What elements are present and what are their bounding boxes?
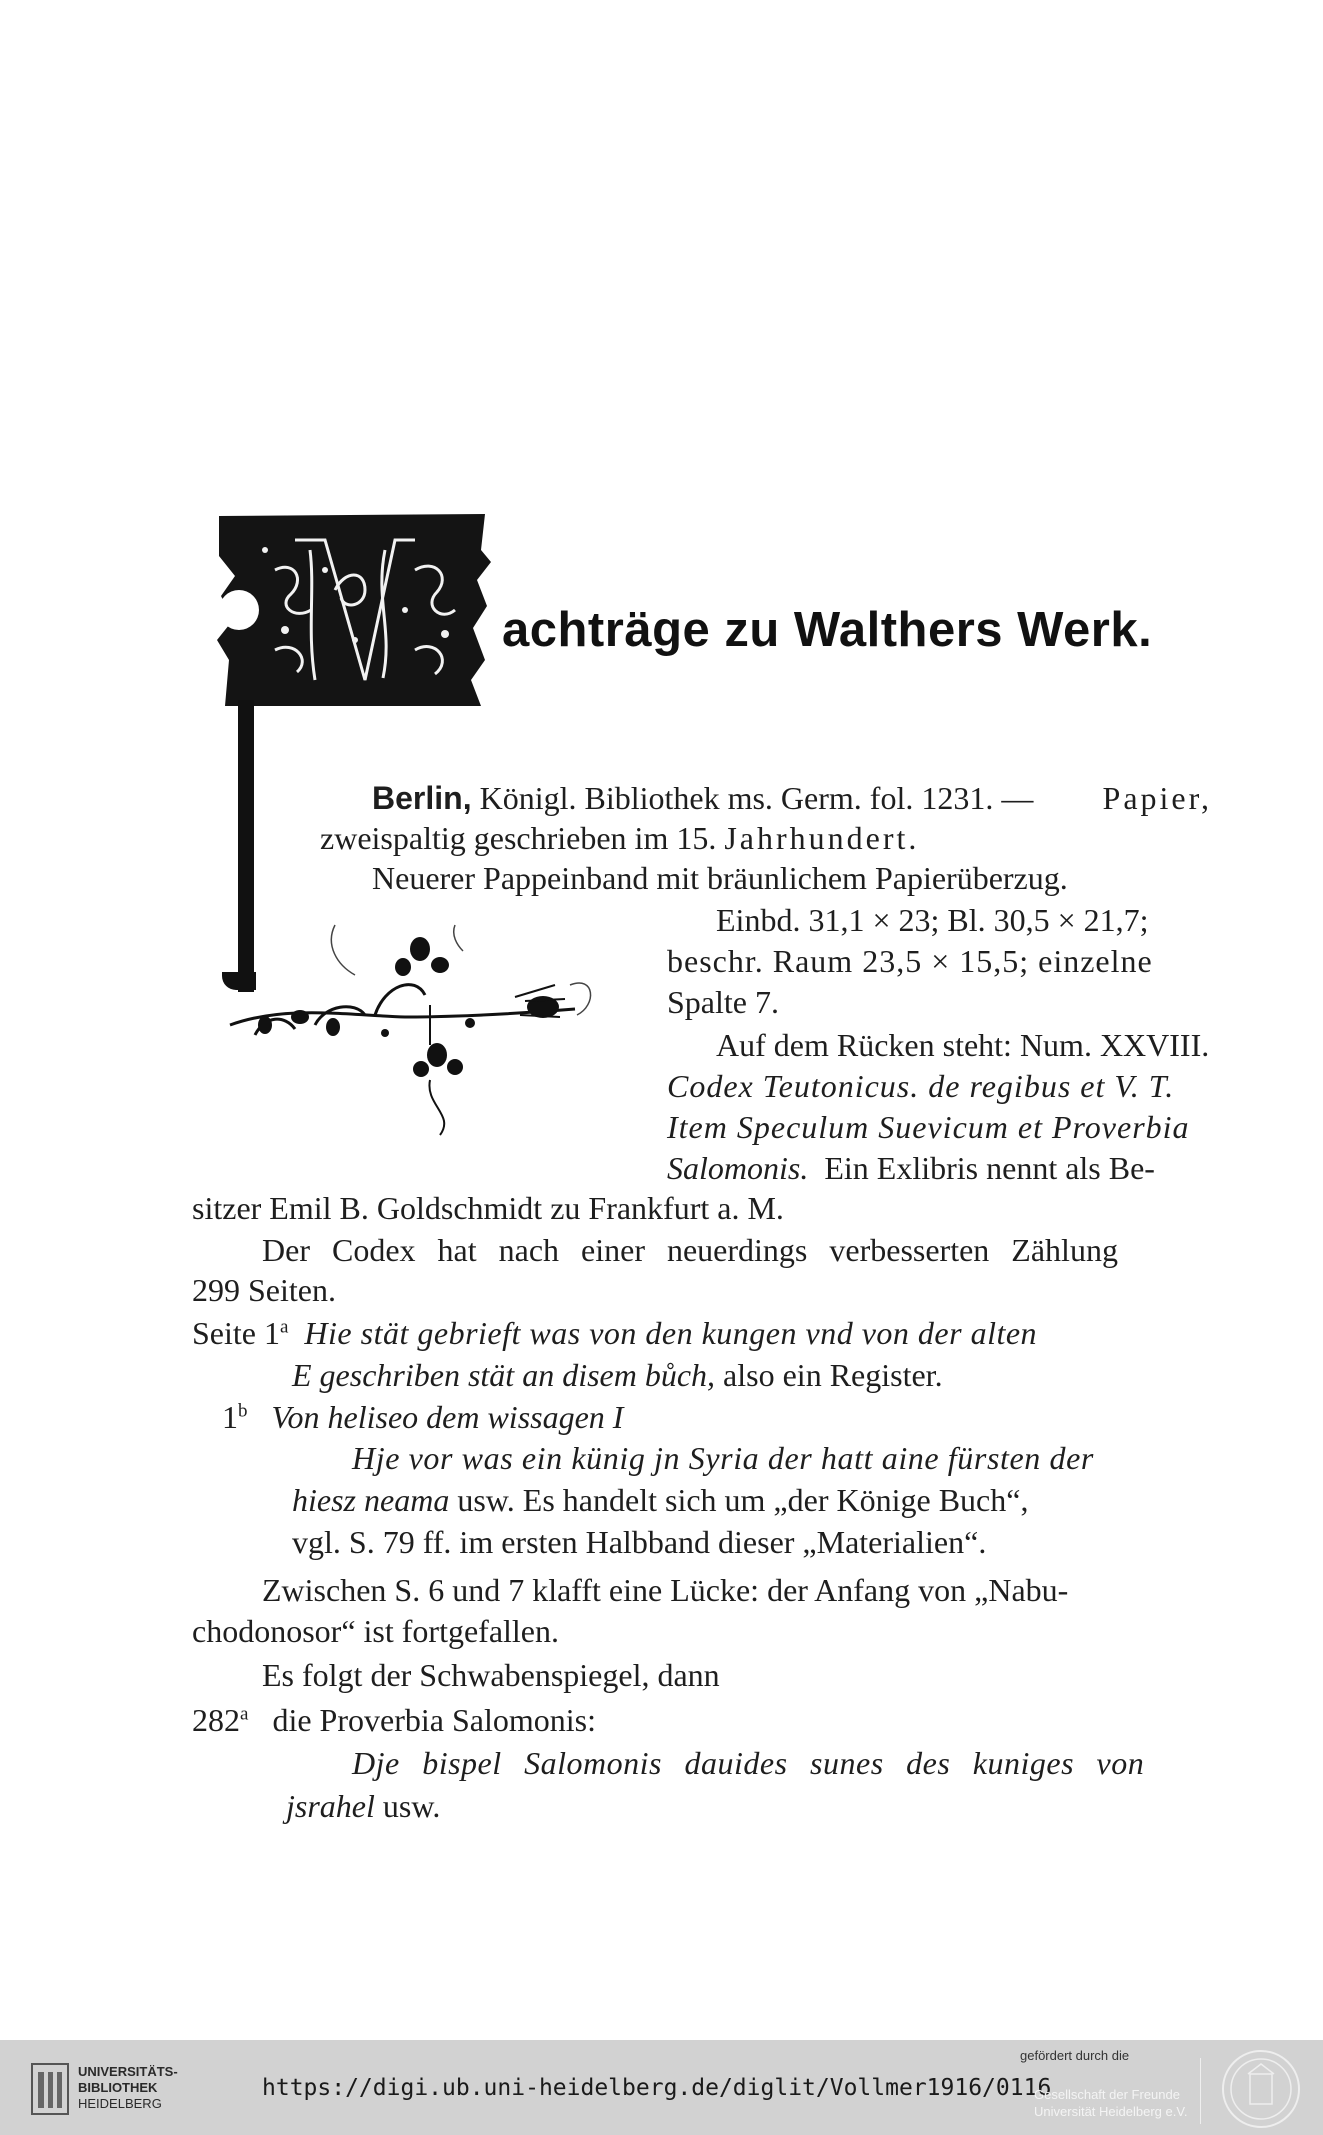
sponsor-label: gefördert durch die: [1020, 2048, 1130, 2063]
floral-flourish-ornament: [225, 905, 625, 1150]
text-line-11: sitzer Emil B. Goldschmidt zu Frankfurt a. M.: [192, 1190, 784, 1226]
library-name: UNIVERSITÄTS- BIBLIOTHEK HEIDELBERG: [78, 2064, 178, 2111]
footer-bar: [0, 2040, 1323, 2135]
text-line-21: chodonosor“ ist fortgefallen.: [192, 1613, 559, 1649]
text-line-13: 299 Seiten.: [192, 1272, 336, 1308]
text-line-2: zweispaltig geschrieben im 15. Jahrhundert.: [320, 820, 920, 856]
text-line-17: Hje vor was ein künig jn Syria der hatt aine fürsten der: [352, 1440, 1094, 1476]
text-line-25: jsrahel usw.: [286, 1788, 441, 1824]
text-line-8: Codex Teutonicus. de regibus et V. T.: [667, 1068, 1175, 1104]
text-line-15: E geschriben stät an disem bůch, also ein Register.: [292, 1357, 943, 1393]
text-line-14: Seite 1$^a$ Hie stät gebrieft was von den kungen vnd von der alten: [192, 1315, 1038, 1351]
text-line-24: Dje bispel Salomonis dauides sunes des kuniges von: [352, 1745, 1145, 1781]
text-line-10: Salomonis. Ein Exlibris nennt als Be-: [667, 1150, 1155, 1186]
university-library-logo-icon: [30, 2062, 70, 2116]
university-seal-icon: [1220, 2048, 1302, 2130]
text-line-6: Spalte 7.: [667, 984, 779, 1020]
text-line-20: Zwischen S. 6 und 7 klafft eine Lücke: der Anfang von „Nabu-: [262, 1572, 1069, 1608]
text-line-9: Item Speculum Suevicum et Proverbia: [667, 1109, 1190, 1145]
footer-divider: [1200, 2058, 1201, 2124]
text-line-1: Berlin, Königl. Bibliothek ms. Germ. fol. 1231. — Papier,: [372, 780, 1212, 816]
text-line-3: Neuerer Pappeinband mit bräunlichem Papierüberzug.: [372, 860, 1068, 896]
text-line-4: Einbd. 31,1 × 23; Bl. 30,5 × 21,7;: [716, 902, 1149, 938]
sponsor-society-name: Gesellschaft der Freunde Universität Heidelberg e.V.: [1034, 2087, 1188, 2119]
text-line-7: Auf dem Rücken steht: Num. XXVIII.: [716, 1027, 1210, 1063]
text-line-16: 1$^b$ Von heliseo dem wissagen I: [222, 1399, 624, 1435]
text-line-18: hiesz neama usw. Es handelt sich um „der Könige Buch“,: [292, 1482, 1029, 1518]
text-line-12: Der Codex hat nach einer neuerdings verbesserten Zählung: [262, 1232, 1118, 1268]
ornamental-initial-n: [215, 510, 495, 710]
permalink-url[interactable]: https://digi.ub.uni-heidelberg.de/diglit/Vollmer1916/0116: [262, 2075, 1052, 2101]
text-line-19: vgl. S. 79 ff. im ersten Halbband dieser „Materialien“.: [292, 1524, 987, 1560]
place-name: Berlin,: [372, 780, 472, 816]
text-line-22: Es folgt der Schwabenspiegel, dann: [262, 1657, 720, 1693]
text-line-5: beschr. Raum 23,5 × 15,5; einzelne: [667, 943, 1153, 979]
page-title: achträge zu Walthers Werk.: [502, 603, 1153, 657]
text-line-23: 282$^a$ die Proverbia Salomonis:: [192, 1702, 596, 1738]
